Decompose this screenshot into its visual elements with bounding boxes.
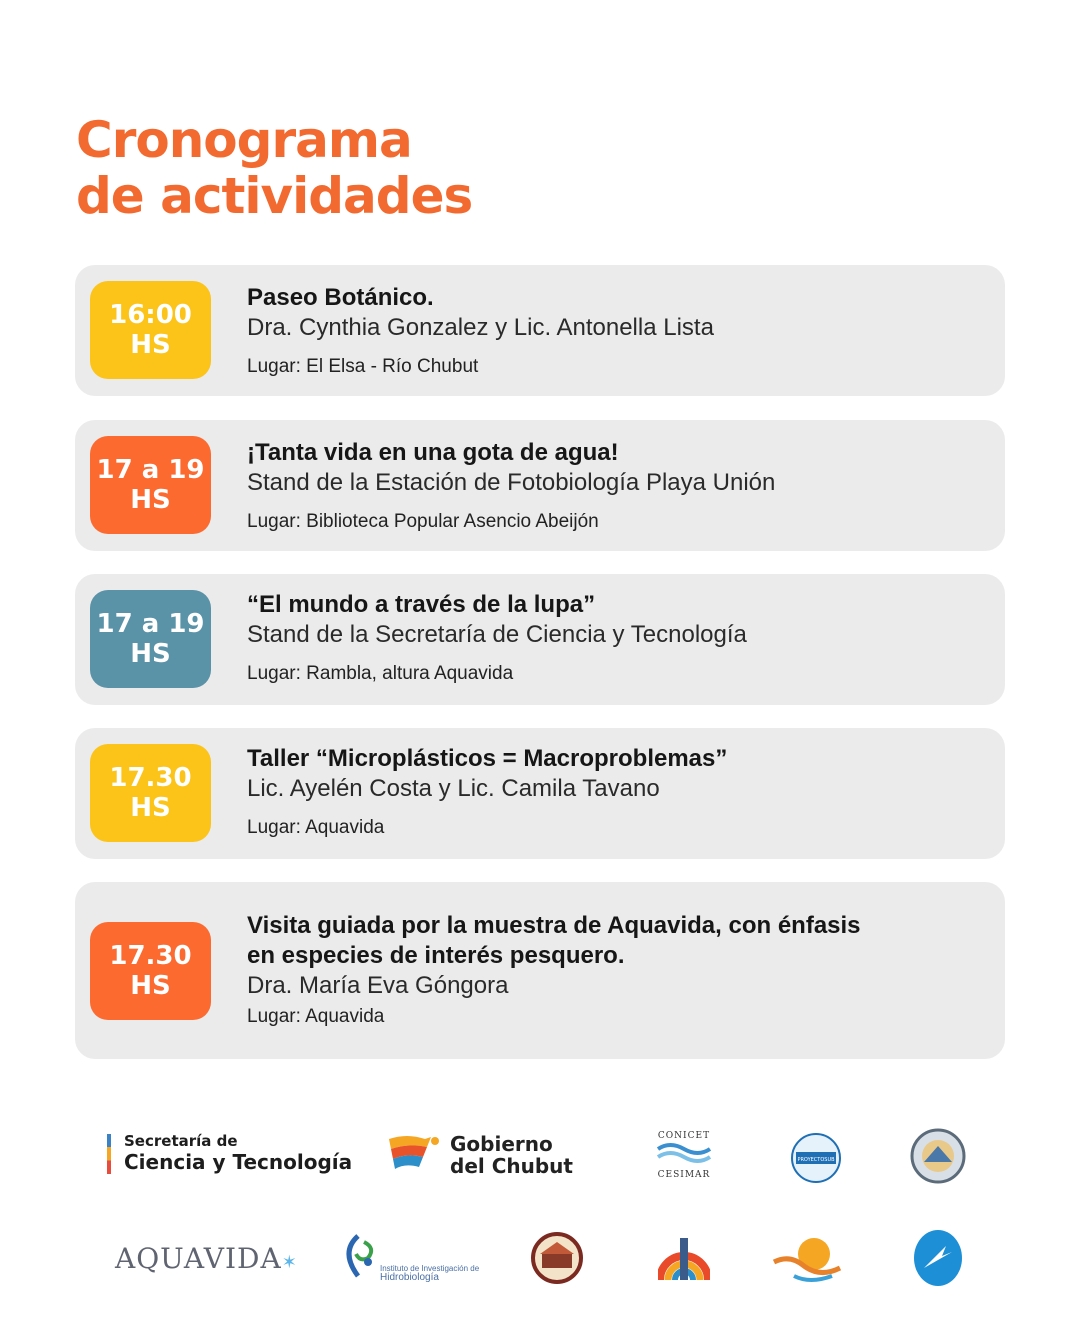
- biblioteca-seal-icon: [530, 1232, 584, 1284]
- gobierno-logo-line-1: Gobierno: [450, 1132, 553, 1156]
- aquavida-splash-icon: ✶: [281, 1252, 298, 1273]
- time-unit: HS: [130, 971, 171, 1001]
- time-value: 17.30: [109, 763, 192, 793]
- proyectosub-label: PROYECTOSUB: [797, 1157, 835, 1163]
- time-badge: [90, 590, 211, 688]
- conicet-logo: [654, 1131, 714, 1180]
- activity-place: Lugar: El Elsa - Río Chubut: [247, 356, 479, 377]
- aquavida-logo: [115, 1242, 298, 1275]
- activity-speakers: Dra. María Eva Góngora: [247, 972, 509, 999]
- time-badge: [90, 281, 211, 379]
- conicet-logo-top: CONICET: [657, 1131, 711, 1141]
- aquavida-logo-text: AQUAVIDA: [115, 1242, 282, 1275]
- activity-card: [75, 728, 1005, 859]
- secretaria-logo-bar: [107, 1134, 111, 1174]
- activity-title-line-2: en especies de interés pesquero.: [247, 942, 625, 969]
- title-line-2: de actividades: [76, 167, 473, 225]
- activity-title: ¡Tanta vida en una gota de agua!: [247, 439, 619, 466]
- activity-place: Lugar: Aquavida: [247, 817, 385, 838]
- secretaria-logo-line-1: Secretaría de: [124, 1132, 238, 1150]
- proyectosub-logo: [790, 1132, 842, 1184]
- time-badge: [90, 922, 211, 1020]
- time-badge: [90, 744, 211, 842]
- university-seal-icon: [910, 1128, 966, 1184]
- chubut-flag-icon: [387, 1133, 447, 1173]
- time-unit: HS: [130, 639, 171, 669]
- time-unit: HS: [130, 793, 171, 823]
- time-value: 16:00: [109, 300, 192, 330]
- activity-place: Lugar: Rambla, altura Aquavida: [247, 663, 514, 684]
- activity-title: “El mundo a través de la lupa”: [247, 591, 596, 618]
- time-unit: HS: [130, 330, 171, 360]
- activity-speakers: Stand de la Secretaría de Ciencia y Tecnología: [247, 621, 747, 648]
- activity-card: [75, 265, 1005, 396]
- time-value: 17 a 19: [96, 609, 205, 639]
- activity-card: [75, 882, 1005, 1059]
- secretaria-logo-line-2: Ciencia y Tecnología: [124, 1150, 353, 1174]
- conicet-logo-bottom: CESIMAR: [657, 1170, 711, 1180]
- hidrobiologia-logo-line-2: Hidrobiología: [380, 1272, 439, 1283]
- secretaria-logo: [124, 1132, 352, 1174]
- activity-speakers: Stand de la Estación de Fotobiología Playa Unión: [247, 469, 776, 496]
- activity-card: [75, 574, 1005, 705]
- activity-speakers: Dra. Cynthia Gonzalez y Lic. Antonella Lista: [247, 314, 714, 341]
- activity-title-line-1: Visita guiada por la muestra de Aquavida, con énfasis: [247, 912, 861, 939]
- activity-title: Paseo Botánico.: [247, 284, 434, 311]
- time-unit: HS: [130, 485, 171, 515]
- time-value: 17 a 19: [96, 455, 205, 485]
- activity-place: Lugar: Biblioteca Popular Asencio Abeijón: [247, 511, 599, 532]
- hidrobiologia-logo-line-1: Instituto de Investigación de: [380, 1264, 480, 1273]
- activity-place: Lugar: Aquavida: [247, 1006, 385, 1027]
- page-title: [76, 112, 472, 224]
- gobierno-logo-line-2: del Chubut: [450, 1154, 573, 1178]
- hidrobiologia-logo: [380, 1264, 479, 1282]
- hidrobiologia-emblem-icon: [338, 1232, 382, 1280]
- conicet-waves-icon: [654, 1141, 714, 1167]
- rainbow-school-icon: [658, 1230, 710, 1284]
- activity-speakers: Lic. Ayelén Costa y Lic. Camila Tavano: [247, 775, 660, 802]
- title-line-1: Cronograma: [76, 111, 412, 169]
- time-badge: [90, 436, 211, 534]
- bird-circle-icon: [912, 1228, 964, 1288]
- time-value: 17.30: [109, 941, 192, 971]
- sun-hand-icon: [770, 1232, 848, 1284]
- activity-title: Taller “Microplásticos = Macroproblemas”: [247, 745, 728, 772]
- activity-card: [75, 420, 1005, 551]
- gobierno-logo: [450, 1133, 573, 1177]
